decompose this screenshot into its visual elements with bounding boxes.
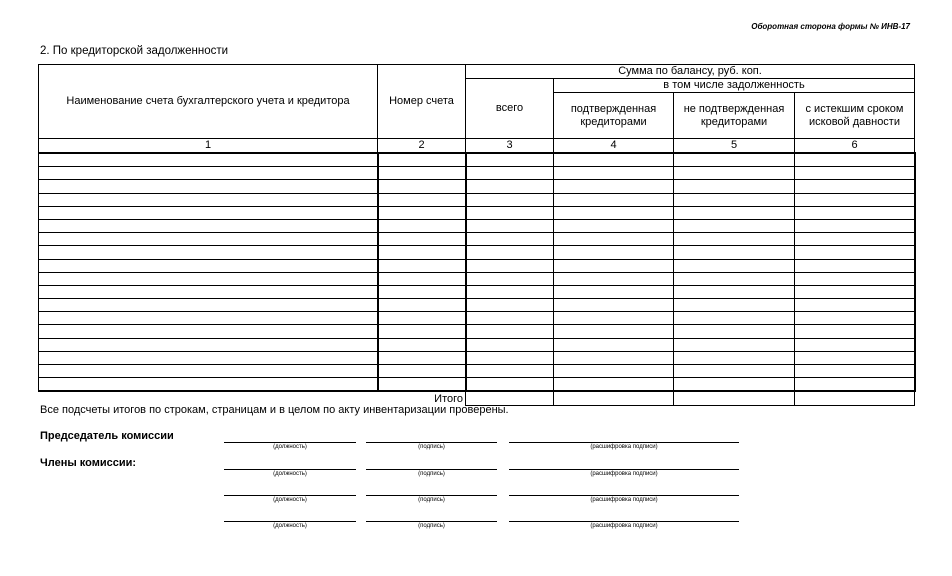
table-cell[interactable] <box>795 272 915 285</box>
table-cell[interactable] <box>674 219 795 232</box>
table-cell[interactable] <box>795 153 915 167</box>
table-row <box>39 219 915 232</box>
table-cell[interactable] <box>378 299 466 312</box>
table-cell[interactable] <box>674 365 795 378</box>
table-cell[interactable] <box>554 272 674 285</box>
table-cell[interactable] <box>39 153 378 167</box>
signature-caption: (расшифровка подписи) <box>590 444 658 450</box>
signature-caption: (подпись) <box>418 497 445 503</box>
creditor-debt-table <box>38 64 916 406</box>
position-line[interactable] <box>224 521 356 522</box>
table-cell[interactable] <box>674 378 795 392</box>
table-cell[interactable] <box>378 312 466 325</box>
table-cell[interactable] <box>39 378 378 392</box>
table-cell[interactable] <box>39 351 378 364</box>
column-number: 4 <box>554 139 674 154</box>
column-number: 3 <box>466 139 554 154</box>
signature-caption: (расшифровка подписи) <box>590 471 658 477</box>
table-cell[interactable] <box>466 193 554 206</box>
table-row <box>39 167 915 180</box>
table-cell[interactable] <box>39 299 378 312</box>
table-cell[interactable] <box>39 272 378 285</box>
table-cell[interactable] <box>674 312 795 325</box>
table-cell[interactable] <box>378 233 466 246</box>
table-cell[interactable] <box>466 312 554 325</box>
signature-caption: (должность) <box>273 471 307 477</box>
signature-caption: (расшифровка подписи) <box>590 497 658 503</box>
table-cell[interactable] <box>674 180 795 193</box>
table-cell[interactable] <box>466 285 554 298</box>
table-cell[interactable] <box>554 312 674 325</box>
table-cell[interactable] <box>466 219 554 232</box>
header-unconfirmed: не подтвержденная кредиторами <box>674 93 795 139</box>
members-label: Члены комиссии: <box>40 457 137 469</box>
header-account-name: Наименование счета бухгалтерского учета и кредитора <box>39 65 378 139</box>
table-cell[interactable] <box>554 167 674 180</box>
chairman-label: Председатель комиссии <box>40 430 174 442</box>
table-row <box>39 233 915 246</box>
table-row <box>39 153 915 167</box>
signature-caption: (подпись) <box>418 471 445 477</box>
table-cell[interactable] <box>466 325 554 338</box>
table-cell[interactable] <box>674 285 795 298</box>
table-cell[interactable] <box>466 180 554 193</box>
table-cell[interactable] <box>378 285 466 298</box>
table-row <box>39 206 915 219</box>
table-row <box>39 193 915 206</box>
table-cell[interactable] <box>795 325 915 338</box>
table-cell[interactable] <box>554 219 674 232</box>
table-cell[interactable] <box>466 167 554 180</box>
table-cell[interactable] <box>39 193 378 206</box>
table-cell[interactable] <box>466 153 554 167</box>
table-cell[interactable] <box>378 219 466 232</box>
table-cell[interactable] <box>466 365 554 378</box>
table-cell[interactable] <box>554 233 674 246</box>
table-cell[interactable] <box>466 206 554 219</box>
section-title: 2. По кредиторской задолженности <box>40 45 229 57</box>
form-reference: Оборотная сторона формы № ИНВ-17 <box>751 22 910 31</box>
signature-caption: (должность) <box>273 444 307 450</box>
table-cell[interactable] <box>378 246 466 259</box>
total-cell[interactable] <box>674 391 795 406</box>
table-cell[interactable] <box>795 365 915 378</box>
table-cell[interactable] <box>795 206 915 219</box>
table-cell[interactable] <box>378 180 466 193</box>
header-balance-amount: Сумма по балансу, руб. коп. <box>466 65 915 79</box>
table-cell[interactable] <box>795 351 915 364</box>
total-label: Итого <box>434 392 463 405</box>
table-row <box>39 365 915 378</box>
table-cell[interactable] <box>466 338 554 351</box>
table-cell[interactable] <box>554 193 674 206</box>
table-cell[interactable] <box>674 272 795 285</box>
table-cell[interactable] <box>39 285 378 298</box>
table-cell[interactable] <box>674 233 795 246</box>
table-cell[interactable] <box>554 206 674 219</box>
table-cell[interactable] <box>378 167 466 180</box>
table-cell[interactable] <box>466 351 554 364</box>
table-row <box>39 180 915 193</box>
total-cell[interactable] <box>554 391 674 406</box>
column-number: 1 <box>39 139 378 154</box>
table-cell[interactable] <box>674 338 795 351</box>
table-cell[interactable] <box>674 246 795 259</box>
table-cell[interactable] <box>378 378 466 392</box>
table-cell[interactable] <box>39 365 378 378</box>
position-line[interactable] <box>224 495 356 496</box>
table-cell[interactable] <box>39 180 378 193</box>
signature-line[interactable] <box>366 442 497 443</box>
verification-note: Все подсчеты итогов по строкам, страницам и в целом по акту инвентаризации проверены. <box>40 404 509 416</box>
table-cell[interactable] <box>795 180 915 193</box>
table-cell[interactable] <box>466 259 554 272</box>
signature-caption: (расшифровка подписи) <box>590 523 658 529</box>
signature-line[interactable] <box>366 469 497 470</box>
position-line[interactable] <box>224 442 356 443</box>
table-cell[interactable] <box>378 193 466 206</box>
table-cell[interactable] <box>378 206 466 219</box>
table-row <box>39 351 915 364</box>
table-cell[interactable] <box>39 338 378 351</box>
table-cell[interactable] <box>674 153 795 167</box>
table-cell[interactable] <box>554 180 674 193</box>
table-cell[interactable] <box>674 167 795 180</box>
table-row <box>39 378 915 392</box>
table-cell[interactable] <box>466 233 554 246</box>
table-row <box>39 246 915 259</box>
table-cell[interactable] <box>674 259 795 272</box>
table-cell[interactable] <box>554 325 674 338</box>
table-cell[interactable] <box>674 351 795 364</box>
table-cell[interactable] <box>554 338 674 351</box>
decoding-line[interactable] <box>509 521 739 522</box>
table-row <box>39 272 915 285</box>
table-cell[interactable] <box>39 233 378 246</box>
signature-line[interactable] <box>366 495 497 496</box>
table-cell[interactable] <box>466 378 554 392</box>
column-number-row <box>39 139 915 154</box>
table-cell[interactable] <box>795 219 915 232</box>
table-cell[interactable] <box>554 299 674 312</box>
table-cell[interactable] <box>466 299 554 312</box>
table-row <box>39 338 915 351</box>
table-row <box>39 325 915 338</box>
table-cell[interactable] <box>795 285 915 298</box>
signature-caption: (подпись) <box>418 444 445 450</box>
signature-line[interactable] <box>366 521 497 522</box>
table-cell[interactable] <box>554 246 674 259</box>
total-cell[interactable] <box>795 391 915 406</box>
table-cell[interactable] <box>39 246 378 259</box>
table-cell[interactable] <box>554 285 674 298</box>
table-cell[interactable] <box>674 193 795 206</box>
position-line[interactable] <box>224 469 356 470</box>
table-cell[interactable] <box>378 351 466 364</box>
table-cell[interactable] <box>554 351 674 364</box>
table-row <box>39 312 915 325</box>
table-cell[interactable] <box>378 153 466 167</box>
table-cell[interactable] <box>554 153 674 167</box>
table-cell[interactable] <box>795 338 915 351</box>
table-cell[interactable] <box>39 259 378 272</box>
table-row <box>39 259 915 272</box>
table-cell[interactable] <box>554 365 674 378</box>
decoding-line[interactable] <box>509 469 739 470</box>
table-cell[interactable] <box>674 206 795 219</box>
column-number: 2 <box>378 139 466 154</box>
header-including: в том числе задолженность <box>554 79 915 93</box>
decoding-line[interactable] <box>509 495 739 496</box>
column-number: 6 <box>795 139 915 154</box>
table-cell[interactable] <box>674 299 795 312</box>
table-cell[interactable] <box>378 365 466 378</box>
table-cell[interactable] <box>466 246 554 259</box>
header-account-number: Номер счета <box>378 65 466 139</box>
table-cell[interactable] <box>795 259 915 272</box>
signature-caption: (должность) <box>273 497 307 503</box>
table-cell[interactable] <box>795 233 915 246</box>
table-row <box>39 299 915 312</box>
table-cell[interactable] <box>795 193 915 206</box>
table-cell[interactable] <box>39 167 378 180</box>
table-cell[interactable] <box>378 325 466 338</box>
table-row <box>39 285 915 298</box>
header-expired: с истекшим сроком исковой давности <box>795 93 915 139</box>
header-confirmed: подтвержденная кредиторами <box>554 93 674 139</box>
signature-caption: (должность) <box>273 523 307 529</box>
table-cell[interactable] <box>39 206 378 219</box>
header-total: всего <box>466 79 554 139</box>
table-cell[interactable] <box>39 325 378 338</box>
table-cell[interactable] <box>795 246 915 259</box>
table-cell[interactable] <box>378 272 466 285</box>
table-cell[interactable] <box>378 259 466 272</box>
table-cell[interactable] <box>795 378 915 392</box>
table-cell[interactable] <box>39 219 378 232</box>
table-cell[interactable] <box>795 167 915 180</box>
table-cell[interactable] <box>795 299 915 312</box>
column-number: 5 <box>674 139 795 154</box>
table-cell[interactable] <box>554 378 674 392</box>
signature-caption: (подпись) <box>418 523 445 529</box>
table-cell[interactable] <box>554 259 674 272</box>
table-cell[interactable] <box>674 325 795 338</box>
table-cell[interactable] <box>466 272 554 285</box>
decoding-line[interactable] <box>509 442 739 443</box>
table-cell[interactable] <box>795 312 915 325</box>
table-cell[interactable] <box>378 338 466 351</box>
table-cell[interactable] <box>39 312 378 325</box>
